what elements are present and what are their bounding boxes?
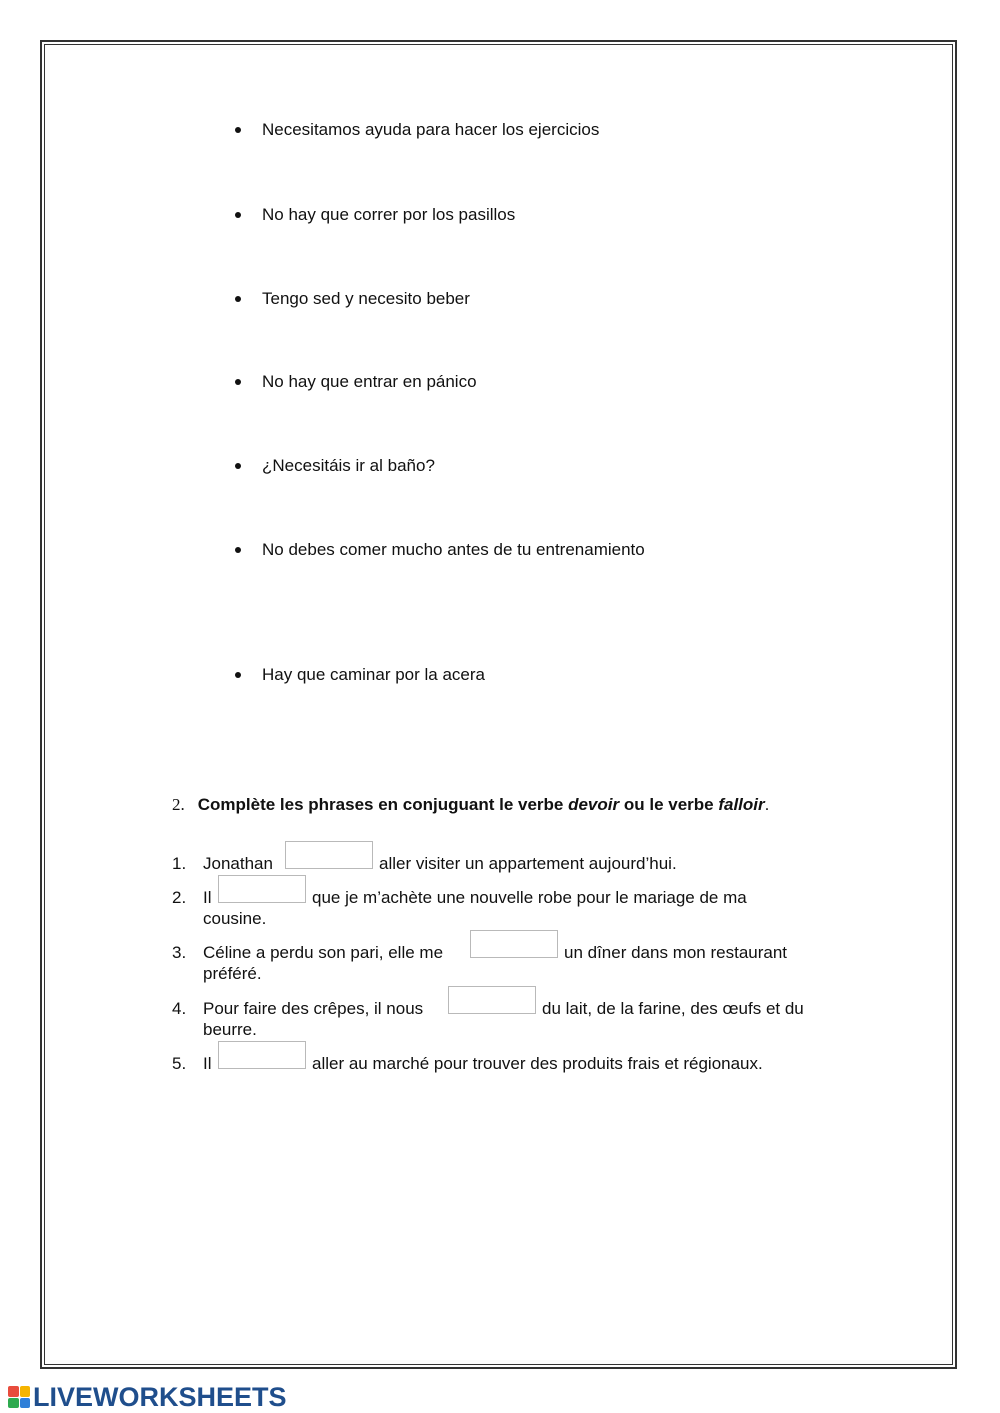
bullet-dot-icon: [235, 212, 241, 218]
bullet-dot-icon: [235, 296, 241, 302]
bullet-dot-icon: [235, 547, 241, 553]
exercise-heading: 2. Complète les phrases en conjuguant le verbe devoir ou le verbe falloir.: [172, 795, 770, 814]
exercise-title: Complète les phrases en conjuguant le verbe devoir ou le verbe falloir: [197, 795, 765, 814]
bullet-dot-icon: [235, 463, 241, 469]
answer-input-1[interactable]: [285, 841, 373, 869]
answer-input-4[interactable]: [448, 986, 536, 1014]
answer-input-5[interactable]: [218, 1041, 306, 1069]
bullet-dot-icon: [235, 127, 241, 133]
bullet-dot-icon: [235, 672, 241, 678]
liveworksheets-logo-icon: [8, 1386, 30, 1408]
page-border-inner: [44, 44, 953, 1365]
bullet-dot-icon: [235, 379, 241, 385]
answer-input-2[interactable]: [218, 875, 306, 903]
answer-input-3[interactable]: [470, 930, 558, 958]
exercise-number: 2.: [172, 795, 185, 814]
logo-text: LIVEWORKSHEETS: [33, 1381, 287, 1412]
liveworksheets-logo: [8, 1382, 287, 1412]
